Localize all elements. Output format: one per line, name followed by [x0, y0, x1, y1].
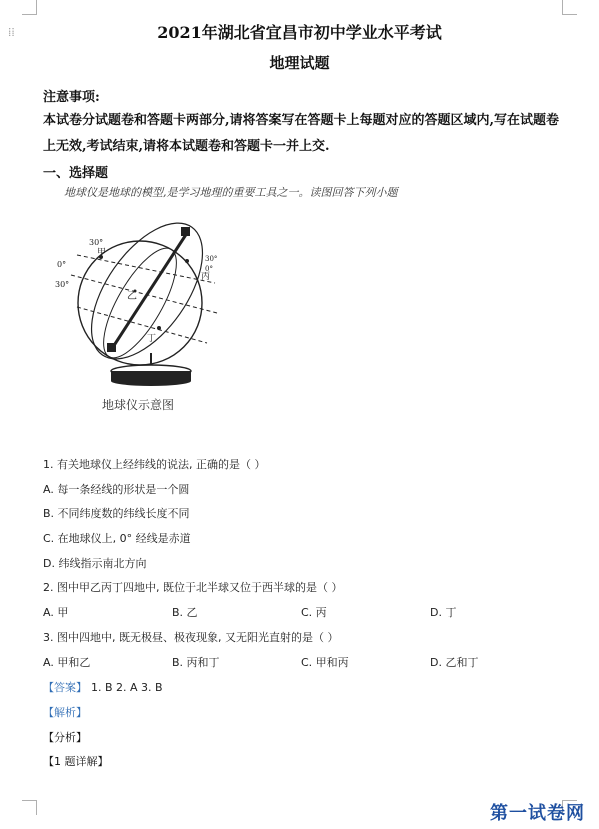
corner-mark-top-right — [562, 0, 577, 15]
brand-logo[interactable]: 第一试卷网 — [490, 803, 585, 824]
label-ding: 丁 — [147, 334, 157, 344]
label-lat-low: 30° — [55, 280, 70, 289]
latitude-line-0 — [71, 275, 217, 313]
drag-handle-icon[interactable]: ⁞⁞ — [8, 25, 15, 39]
label-lat-mid: 0° — [57, 260, 67, 269]
question-1-stem: 1. 有关地球仪上经纬线的说法, 正确的是（ ） — [43, 458, 266, 471]
answer-line — [43, 679, 163, 695]
question-3-option-c[interactable]: C. 甲和丙 — [301, 656, 349, 669]
question-2-option-d[interactable]: D. 丁 — [430, 606, 457, 619]
axis-bottom-cap — [107, 343, 116, 352]
question-2-stem: 2. 图中甲乙丙丁四地中, 既位于北半球又位于西半球的是（ ） — [43, 581, 343, 594]
label-bing: 丙 — [201, 272, 211, 282]
notice-heading: 注意事项: — [43, 90, 100, 105]
answer-label: 【答案】 — [43, 681, 87, 694]
notice-body: 本试卷分试题卷和答题卡两部分,请将答案写在答题卡上每题对应的答题区域内,写在试题卷上无效,考试结束,请将本试题卷和答题卡一并上交. — [43, 113, 560, 154]
place-bing-dot — [185, 259, 189, 263]
label-lat-top: 30° — [89, 238, 104, 247]
label-lon-right: 0° — [205, 265, 213, 273]
label-jia: 甲 — [97, 248, 107, 258]
question-1-option-a[interactable]: A. 每一条经线的形状是一个圆 — [43, 483, 190, 496]
section-heading: 一、选择题 — [43, 166, 109, 181]
question-3-option-d[interactable]: D. 乙和丁 — [430, 656, 479, 669]
stand-bottom — [111, 376, 191, 386]
question-3-option-b[interactable]: B. 丙和丁 — [172, 656, 220, 669]
question-2-option-c[interactable]: C. 丙 — [301, 606, 327, 619]
page-subtitle: 地理试题 — [269, 54, 330, 72]
question-intro: 地球仪是地球的模型,是学习地理的重要工具之一。读图回答下列小题 — [64, 186, 398, 199]
question-3-stem: 3. 图中四地中, 既无极昼、极夜现象, 又无阳光直射的是（ ） — [43, 631, 339, 644]
question-2-option-b[interactable]: B. 乙 — [172, 606, 198, 619]
question-2-option-a[interactable]: A. 甲 — [43, 606, 69, 619]
fenxi-tag: 【分析】 — [43, 731, 87, 744]
figure-caption: 地球仪示意图 — [102, 398, 175, 412]
globe-axis — [113, 233, 187, 347]
axis-top-cap — [181, 227, 190, 236]
question-1-option-d[interactable]: D. 纬线指示南北方向 — [43, 557, 147, 570]
page-title: 2021年湖北省宜昌市初中学业水平考试 — [157, 23, 442, 42]
globe-figure — [55, 215, 235, 415]
question-1-option-b[interactable]: B. 不同纬度数的纬线长度不同 — [43, 507, 190, 520]
label-lon-left: 30° — [205, 255, 218, 263]
detail-tag: 【1 题详解】 — [43, 755, 109, 768]
question-1-option-c[interactable]: C. 在地球仪上, 0° 经线是赤道 — [43, 532, 191, 545]
place-ding-dot — [157, 326, 161, 330]
label-yi: 乙 — [127, 291, 137, 302]
question-3-option-a[interactable]: A. 甲和乙 — [43, 656, 91, 669]
corner-mark-top-left — [22, 0, 37, 15]
answer-values: 1. B 2. A 3. B — [91, 681, 163, 694]
analysis-tag: 【解析】 — [43, 706, 87, 719]
corner-mark-bottom-left — [22, 800, 37, 815]
